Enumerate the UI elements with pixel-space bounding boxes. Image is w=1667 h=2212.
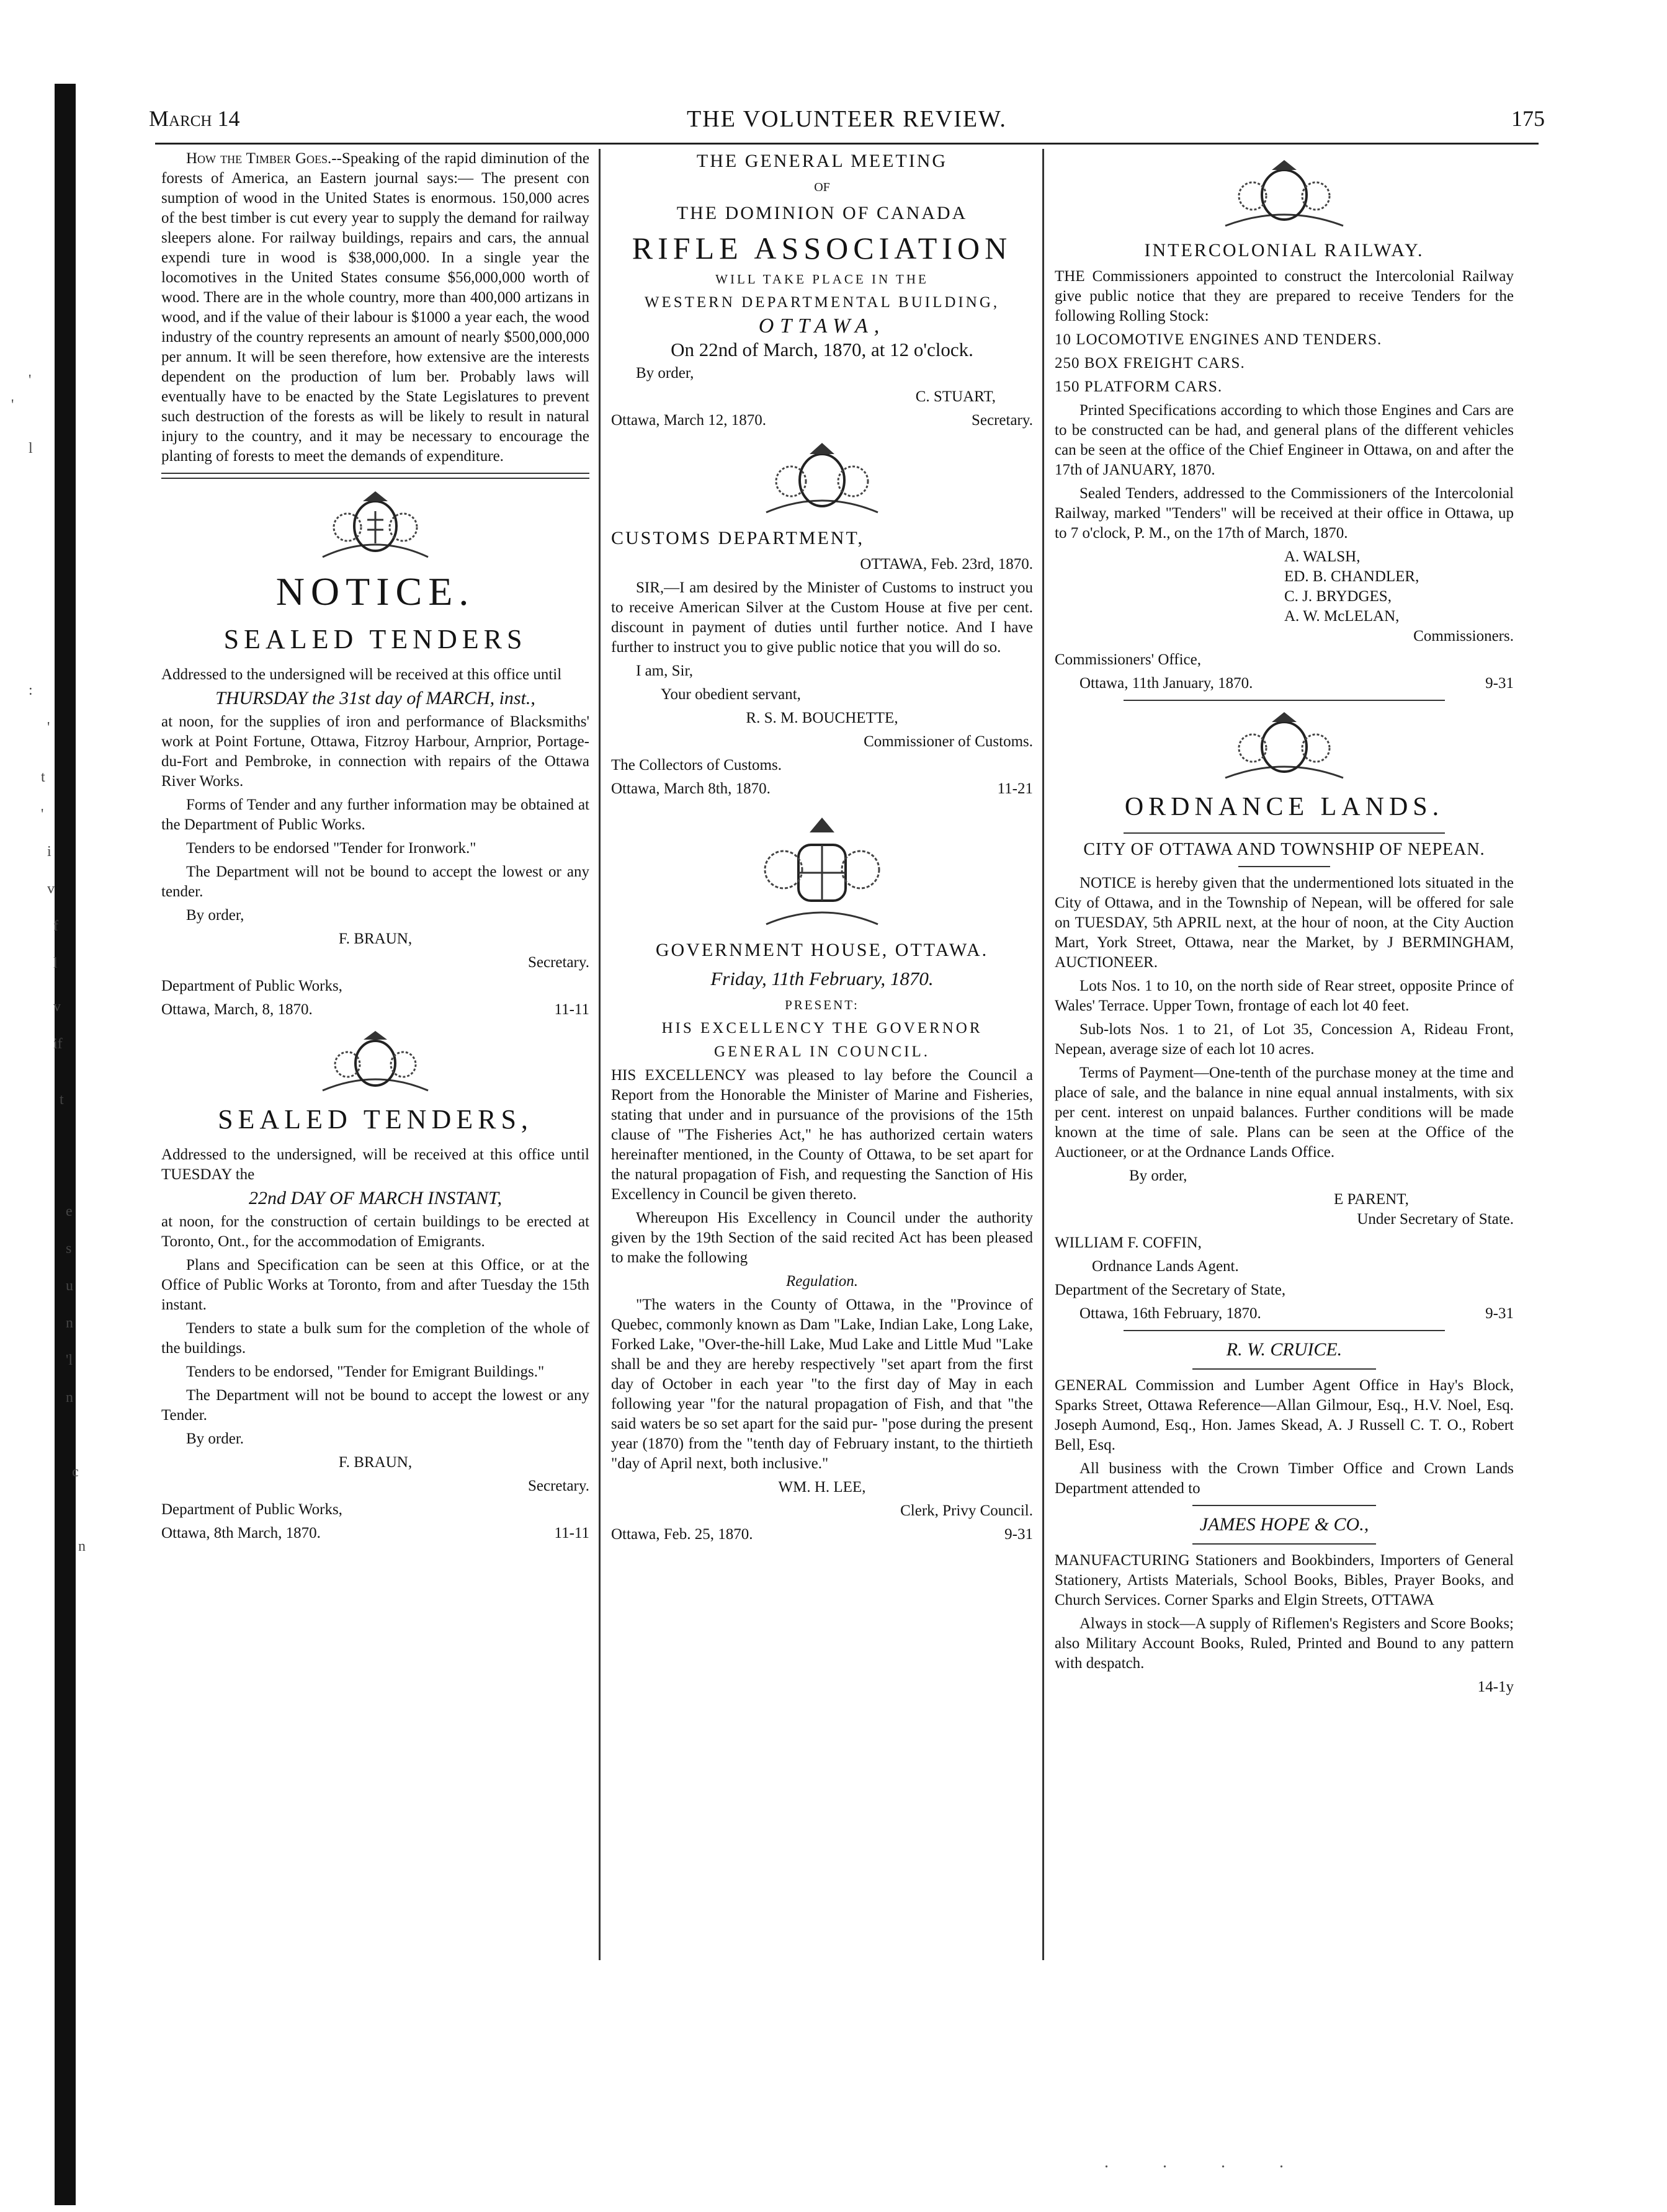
notice-dept-row [161, 1000, 589, 1020]
notice2-code: 11-11 [554, 1525, 589, 1541]
notice-code: 11-11 [554, 1001, 589, 1018]
sealed-tenders-heading: SEALED TENDERS [223, 624, 527, 654]
customs-closing1: I am, Sir, [636, 662, 694, 679]
ordnance-dept2: Ottawa, 16th February, 1870. [1079, 1305, 1261, 1322]
meeting-line8: On 22nd of March, 1870, at 12 o'clock. [671, 339, 973, 360]
notice-by-order: By order, [186, 907, 244, 924]
section-rule [1238, 866, 1330, 867]
notice2-dept-line2: Ottawa, 8th March, 1870. [161, 1525, 321, 1541]
railway-c3: C. J. BRYDGES, [1284, 588, 1392, 605]
ordnance-subtitle: CITY OF OTTAWA AND TOWNSHIP OF NEPEAN. [1083, 840, 1485, 859]
notice2-by-order: By order. [186, 1430, 244, 1447]
ordnance-dept-row [1055, 1304, 1514, 1324]
meeting-line7: OTTAWA, [758, 314, 886, 337]
customs-signer: R. S. M. BOUCHETTE, [746, 710, 898, 726]
notice2-endorsed: Tenders to be endorsed, "Tender for Emigrant Buildings." [186, 1363, 545, 1380]
govhouse-date: Friday, 11th February, 1870. [710, 968, 934, 989]
meeting-line5: WILL TAKE PLACE IN THE [715, 272, 929, 287]
railway-c1: A. WALSH, [1284, 548, 1361, 565]
royal-arms-icon [1213, 158, 1356, 232]
cruice-business: All business with the Crown Timber Office and Crown Lands Department attended to [1055, 1460, 1514, 1497]
govhouse-excellency2: GENERAL IN COUNCIL. [714, 1043, 930, 1060]
railway-office-row [1055, 674, 1514, 693]
customs-to2: Ottawa, March 8th, 1870. [611, 780, 771, 797]
govhouse-title: GOVERNMENT HOUSE, OTTAWA. [655, 940, 989, 960]
meeting-line1: THE GENERAL MEETING [696, 151, 948, 171]
customs-to-row [611, 779, 1033, 799]
section-rule [1124, 832, 1445, 834]
govhouse-whereupon: Whereupon His Excellency in Council under the authority given by the 19th Section of the said recited Act has been pleased to make the following [611, 1210, 1033, 1266]
meeting-line6: WESTERN DEPARTMENTAL BUILDING, [644, 294, 1000, 311]
customs-closing2: Your obedient servant, [661, 686, 801, 703]
column-1 [161, 149, 589, 1543]
sealed-tenders-heading-2: SEALED TENDERS, [218, 1104, 533, 1135]
cruice-title: R. W. CRUICE. [1226, 1339, 1343, 1360]
royal-arms-icon [310, 1028, 440, 1097]
customs-date: OTTAWA, Feb. 23rd, 1870. [860, 556, 1033, 573]
ordnance-code: 9-31 [1485, 1305, 1514, 1322]
railway-c4: A. W. McLELAN, [1284, 608, 1400, 625]
margin-marks: ' ' l : ' t ' i v f l v if t e s u n 'l n c n [11, 372, 86, 1554]
notice-signer: F. BRAUN, [338, 930, 413, 947]
ordnance-lots: Lots Nos. 1 to 10, on the north side of Rear street, opposite Prince of Wales' Terrace. Upper Town, frontage of each lot 40 feet. [1055, 978, 1514, 1014]
page-number: 175 [1511, 106, 1545, 131]
notice2-plans: Plans and Specification can be seen at this Office, or at the Office of Public Works at Toronto, from and after Tuesday the 15th instant. [161, 1257, 589, 1313]
ordnance-signer: E PARENT, [1334, 1191, 1409, 1208]
notice-forms: Forms of Tender and any further information may be obtained at the Department of Public Works. [161, 796, 589, 833]
notice-dept-line1: Department of Public Works, [161, 978, 342, 994]
notice-addressed: Addressed to the undersigned will be received at this office until [161, 666, 562, 683]
govhouse-place-row [611, 1525, 1033, 1545]
notice2-signer: F. BRAUN, [338, 1454, 413, 1471]
customs-body: SIR,—I am desired by the Minister of Customs to instruct you to receive American Silver at the Custom House at five per cent. discount in payment of duties until further notice. And I have further to instruct you to give public notice that you will do so. [611, 579, 1033, 656]
section-rule [161, 473, 589, 479]
customs-to1: The Collectors of Customs. [611, 757, 782, 774]
column-3 [1055, 149, 1514, 1701]
section-rule [1192, 1543, 1376, 1545]
masthead-title: THE VOLUNTEER REVIEW. [687, 106, 1007, 132]
notice2-dept: The Department will not be bound to accept the lowest or any Tender. [161, 1387, 589, 1424]
ordnance-notice: NOTICE is hereby given that the undermentioned lots situated in the City of Ottawa, and in the Township of Nepean, will be offered for sale on TUESDAY, 5th APRIL next, at the hour of noon, at the City Auction Mart, York Street, Ottawa, near the Market, by J BERMINGHAM, AUCTIONEER. [1055, 875, 1514, 971]
hope-stock: Always in stock—A supply of Riflemen's Registers and Score Books; also Military Account Books, Ruled, Printed and Bound to any pattern with despatch. [1055, 1615, 1514, 1672]
customs-code: 11-21 [997, 780, 1033, 797]
railway-c2: ED. B. CHANDLER, [1284, 568, 1419, 585]
notice-dept-line2: Ottawa, March, 8, 1870. [161, 1001, 313, 1018]
meeting-by-order: By order, [636, 365, 694, 381]
royal-arms-icon [1213, 710, 1356, 784]
ordnance-signer-title: Under Secretary of State. [1357, 1211, 1514, 1228]
meeting-signer-title: Secretary. [971, 412, 1033, 429]
notice2-body: at noon, for the construction of certain buildings to be erected at Toronto, Ont., for the accommodation of Emigrants. [161, 1213, 589, 1250]
ordnance-dept1: Department of the Secretary of State, [1055, 1282, 1286, 1298]
ordnance-agent: WILLIAM F. COFFIN, [1055, 1234, 1202, 1251]
railway-body: THE Commissioners appointed to construct the Intercolonial Railway give public notice that they are prepared to receive Tenders for the following Rolling Stock: [1055, 268, 1514, 324]
ordnance-terms: Terms of Payment—One-tenth of the purchase money at the time and place of sale, and the balance in nine equal annual instalments, with six per cent. interest on unpaid balances. Further conditions will be made known at the time of sale. Plans can be seen at the Office of the Auctioneer, or at the Ordnance Lands Office. [1055, 1064, 1514, 1161]
ordnance-sublots: Sub-lots Nos. 1 to 21, of Lot 35, Concession A, Rideau Front, Nepean, average size of each lot 10 acres. [1055, 1021, 1514, 1058]
notice-signer-title: Secretary. [527, 954, 589, 971]
column-divider-1 [599, 149, 601, 1960]
column-2 [611, 149, 1033, 1545]
hope-body: MANUFACTURING Stationers and Bookbinders, Importers of General Stationery, Artists Materials, School Books, Bibles, Prayer Books, and Church Services. Corner Sparks and Elgin Streets, OTTAWA [1055, 1552, 1514, 1608]
meeting-place: Ottawa, March 12, 1870. [611, 412, 766, 429]
railway-item2: 250 BOX FREIGHT CARS. [1055, 355, 1245, 372]
govhouse-quote: "The waters in the County of Ottawa, in the "Province of Quebec, commonly known as Dam "Lake, Indian Lake, Long Lake, Forked Lake, "Over-the-hill Lake, Mud Lake and Little Mud "Lake shall be and they are hereby respectively "set apart from the first day of October in each year "to the first day of May in each following year "for the natural propagation of Fish, and that "the said waters be so set apart for the said pur- "pose during the present year (1870) from the "tenth day of February instant, to the thirtieth "day of April next, both inclusive." [611, 1296, 1033, 1472]
meeting-signer: C. STUART, [915, 388, 996, 405]
railway-printed: Printed Specifications according to which those Engines and Cars are to be constructed can be had, and general plans of the different vehicles can be seen at the office of the Chief Engineer in Ottawa, on and after the 17th of JANUARY, 1870. [1055, 402, 1514, 478]
railway-office1: Commissioners' Office, [1055, 651, 1201, 668]
notice-dept: The Department will not be bound to accept the lowest or any tender. [161, 863, 589, 900]
govhouse-regulation: Regulation. [786, 1273, 858, 1290]
section-rule [1192, 1368, 1376, 1370]
notice2-addressed: Addressed to the undersigned, will be received at this office until TUESDAY the [161, 1146, 589, 1183]
govhouse-signer: WM. H. LEE, [778, 1479, 866, 1496]
timber-title: How the Timber Goes. [186, 150, 332, 167]
notice2-signer-title: Secretary. [527, 1478, 589, 1494]
royal-arms-icon [754, 808, 890, 932]
notice2-state: Tenders to state a bulk sum for the completion of the whole of the buildings. [161, 1320, 589, 1357]
meeting-line3: THE DOMINION OF CANADA [676, 203, 968, 223]
footer-specks: . . . . [1104, 2152, 1308, 2172]
ordnance-agent-title: Ordnance Lands Agent. [1092, 1258, 1239, 1275]
notice2-dept-line1: Department of Public Works, [161, 1501, 342, 1518]
govhouse-code: 9-31 [1004, 1526, 1033, 1543]
customs-title: CUSTOMS DEPARTMENT, [611, 528, 865, 548]
header-date: March 14 [149, 106, 240, 131]
notice-endorsed: Tenders to be endorsed "Tender for Ironwork." [186, 840, 476, 857]
notice-title: NOTICE. [275, 569, 475, 613]
meeting-place-row [611, 411, 1033, 430]
notice2-date: 22nd DAY OF MARCH INSTANT, [248, 1188, 503, 1208]
timber-body: --Speaking of the rapid diminution of the forests of America, an Eastern journal says:— The present con sumption of wood in the United States is enormous. 150,000 acres of the best timber is cut every year to supply the demand for railway sleepers alone. For railway buildings, repairs and cars, the annual expendi ture in wood is $38,000,000. In a single year the locomotives in the United States consume $56,000,000 worth of wood. There are in the whole country, more than 400,000 artizans in wood, and if the value of their labour is $1000 a year each, the wood industry of the country represents an amount of nearly $500,000,000 per annum. It will be seen therefore, how extensive are the interests dependent on the production of lum ber. Probably laws will eventually have to be enacted by the State Legislatures to prevent such destruction of the forests as will be likely to result in natural injury to the country, and it may be necessary to encourage the planting of forests to meet the demands of expenditure. [161, 150, 589, 465]
railway-code: 9-31 [1485, 675, 1514, 692]
govhouse-place: Ottawa, Feb. 25, 1870. [611, 1526, 753, 1543]
section-rule [1192, 1505, 1376, 1506]
notice-date: THURSDAY the 31st day of MARCH, inst., [215, 688, 535, 708]
rifle-association-title: RIFLE ASSOCIATION [632, 231, 1012, 265]
notice2-dept-row [161, 1523, 589, 1543]
govhouse-body: HIS EXCELLENCY was pleased to lay before the Council a Report from the Honorable the Minister of Marine and Fisheries, stating that under and in pursuance of the provisions of the 15th clause of "The Fisheries Act," he has authorized certain waters hereinafter mentioned, in the County of Ottawa, to be set apart for the natural propagation of Fish, and requesting the Sanction of His Excellency in Council be given thereto. [611, 1067, 1033, 1203]
timber-article [161, 149, 589, 466]
railway-item3: 150 PLATFORM CARS. [1055, 378, 1223, 395]
ordnance-title: ORDNANCE LANDS. [1124, 793, 1444, 821]
railway-office2: Ottawa, 11th January, 1870. [1079, 675, 1253, 692]
section-rule [1124, 700, 1445, 701]
meeting-line2: OF [814, 181, 830, 194]
royal-arms-icon [310, 489, 440, 563]
railway-title: INTERCOLONIAL RAILWAY. [1144, 240, 1424, 261]
page-header [149, 105, 1545, 143]
hope-title: JAMES HOPE & CO., [1199, 1514, 1369, 1535]
notice-body: at noon, for the supplies of iron and performance of Blacksmiths' work at Point Fortune, Ottawa, Fitzroy Harbour, Arnprior, Portage-du-Fort and Pembroke, in connection with repairs of the Ottawa River Works. [161, 713, 589, 790]
column-divider-2 [1042, 149, 1044, 1960]
govhouse-present: PRESENT: [785, 997, 859, 1012]
govhouse-signer-title: Clerk, Privy Council. [900, 1502, 1033, 1519]
railway-item1: 10 LOCOMOTIVE ENGINES AND TENDERS. [1055, 331, 1382, 348]
cruice-body: GENERAL Commission and Lumber Agent Office in Hay's Block, Sparks Street, Ottawa Reference—Allan Gilmour, Esq., H.V. Noel, Esq. Joseph Aumond, Esq., Hon. James Skead, A. J Russell C. T. O., Robert Bell, Esq. [1055, 1377, 1514, 1453]
header-rule [155, 143, 1539, 145]
railway-sealed: Sealed Tenders, addressed to the Commissioners of the Intercolonial Railway, marked "Tenders" will be received at their office in Ottawa, up to 7 o'clock, P. M., on the 17th of March, 1870. [1055, 485, 1514, 542]
ordnance-by-order: By order, [1129, 1167, 1187, 1184]
railway-c-title: Commissioners. [1413, 628, 1514, 644]
royal-arms-icon [754, 439, 890, 520]
hope-code: 14-1y [1477, 1679, 1514, 1695]
section-rule [1124, 1330, 1445, 1331]
customs-signer-title: Commissioner of Customs. [864, 733, 1033, 750]
govhouse-excellency1: HIS EXCELLENCY THE GOVERNOR [661, 1020, 983, 1037]
